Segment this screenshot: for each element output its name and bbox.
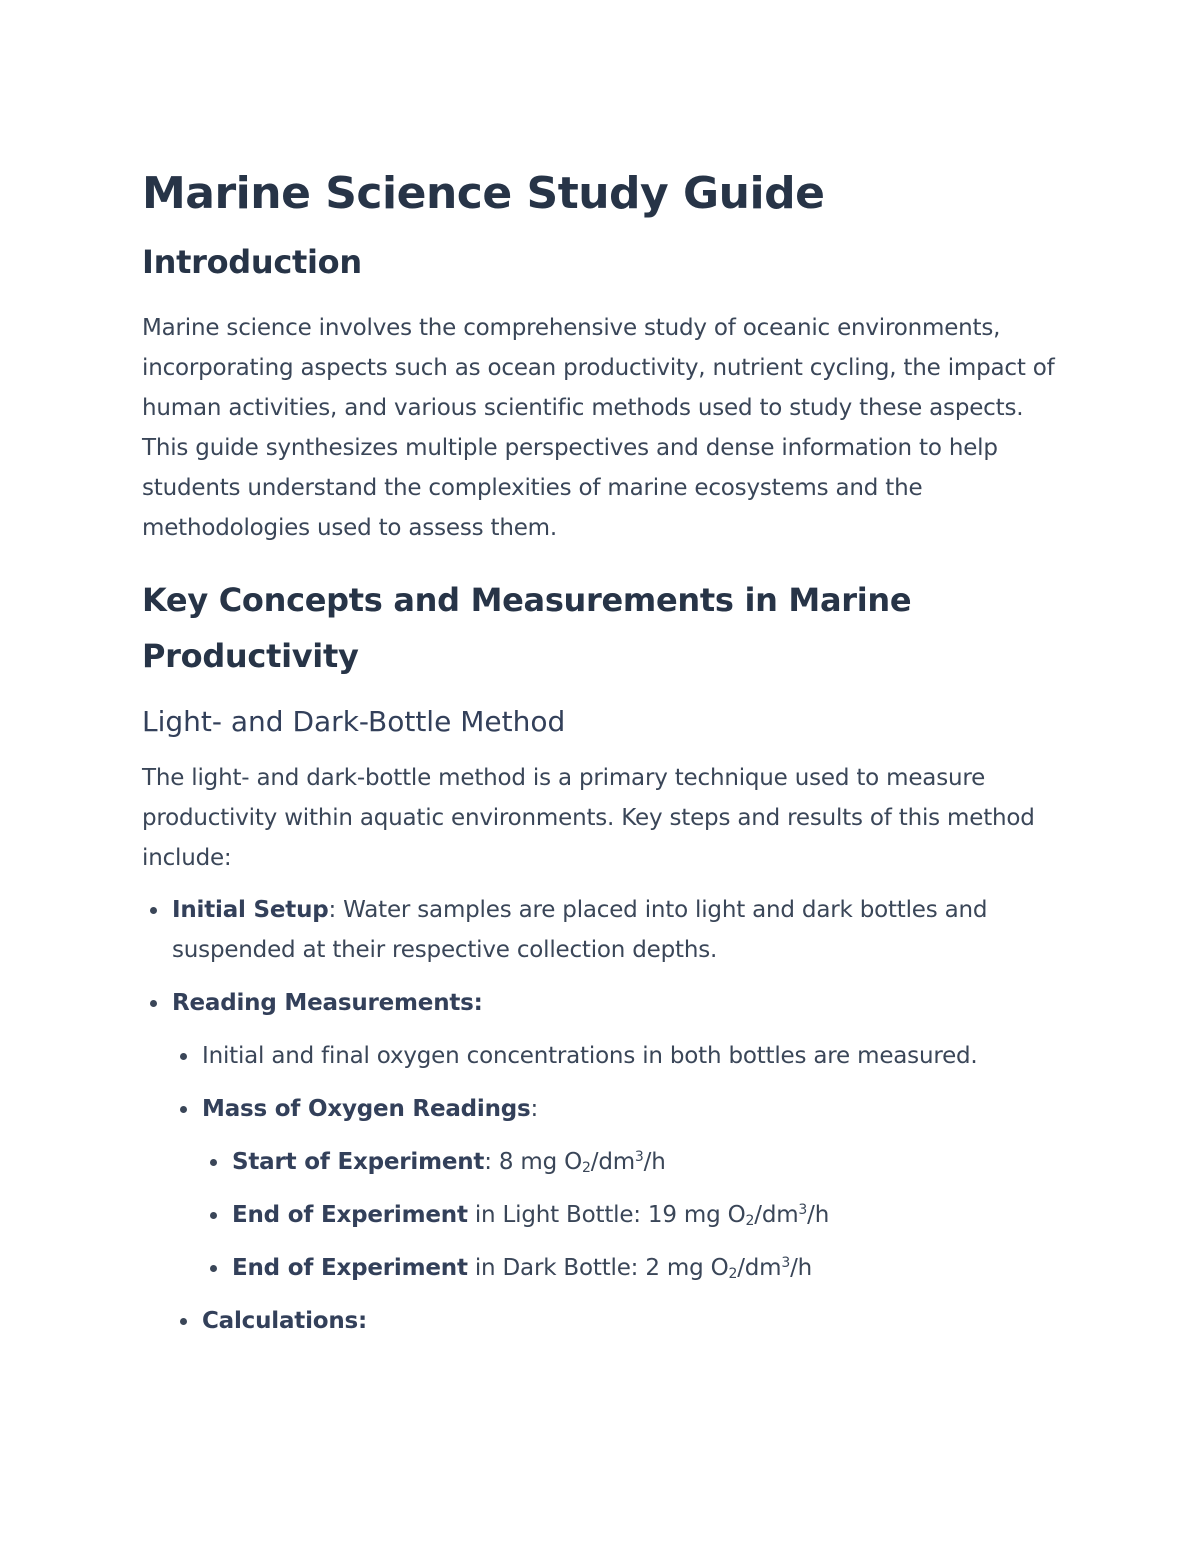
- list-item-reading-measurements: [172, 983, 1062, 1341]
- reading-measurements-list: [172, 1036, 1062, 1341]
- initial-setup-label: Initial Setup: [172, 897, 329, 923]
- key-concepts-heading: Key Concepts and Measurements in Marine Productivity: [142, 581, 912, 675]
- end-dark-value-sub: 2: [728, 1266, 738, 1282]
- end-light-value-prefix: in Light Bottle: 19 mg O: [467, 1202, 746, 1228]
- mass-oxygen-readings-colon: :: [530, 1096, 539, 1122]
- start-label: Start of Experiment: [232, 1149, 485, 1175]
- end-dark-value-sup: 3: [781, 1255, 791, 1271]
- end-dark-value-prefix: in Dark Bottle: 2 mg O: [467, 1255, 729, 1281]
- list-item-mass-oxygen-readings: [202, 1089, 1062, 1288]
- mass-oxygen-readings-label: Mass of Oxygen Readings: [202, 1096, 531, 1122]
- initial-setup-text: : Water samples are placed into light and dark bottles and suspended at their respective collection depths.: [172, 897, 988, 963]
- start-value-mid: /dm: [590, 1149, 635, 1175]
- start-value-prefix: : 8 mg O: [484, 1149, 583, 1175]
- document-page: [142, 160, 1062, 1354]
- end-light-value-suffix: /h: [807, 1202, 830, 1228]
- start-value-sup: 3: [634, 1149, 644, 1165]
- method-steps-list: [142, 890, 1062, 1341]
- end-light-value-sup: 3: [798, 1202, 808, 1218]
- mass-oxygen-readings-list: [202, 1142, 1062, 1288]
- list-item-start-of-experiment: [232, 1142, 1062, 1182]
- reading-measurements-label: Reading Measurements:: [172, 990, 483, 1016]
- method-paragraph: The light- and dark-bottle method is a primary technique used to measure productivity within aquatic environments. Key steps and results of this method include:: [142, 765, 1035, 871]
- end-light-label: End of Experiment: [232, 1202, 468, 1228]
- list-item-end-dark-bottle: [232, 1248, 1062, 1288]
- list-item-calculations: [202, 1301, 1062, 1341]
- list-item-end-light-bottle: [232, 1195, 1062, 1235]
- list-item-initial-setup: [172, 890, 1062, 970]
- end-dark-value-mid: /dm: [737, 1255, 782, 1281]
- page-title: Marine Science Study Guide: [142, 168, 825, 219]
- calculations-label: Calculations:: [202, 1308, 368, 1334]
- introduction-paragraph: Marine science involves the comprehensive study of oceanic environments, incorporating aspects such as ocean productivity, nutrient cycling, the impact of human activities, and various scientific methods used to study these aspects. This guide synthesizes multiple perspectives and dense information to help students understand the complexities of marine ecosystems and the methodologies used to assess them.: [142, 315, 1055, 541]
- start-value-sub: 2: [582, 1160, 591, 1176]
- method-heading: Light- and Dark-Bottle Method: [142, 705, 566, 738]
- end-light-value-mid: /dm: [754, 1202, 799, 1228]
- start-value-suffix: /h: [643, 1149, 666, 1175]
- introduction-heading: Introduction: [142, 243, 362, 281]
- end-light-value-sub: 2: [745, 1213, 755, 1229]
- end-dark-label: End of Experiment: [232, 1255, 468, 1281]
- list-item-oxygen-concentrations: Initial and final oxygen concentrations in both bottles are measured.: [202, 1036, 1062, 1076]
- end-dark-value-suffix: /h: [790, 1255, 813, 1281]
